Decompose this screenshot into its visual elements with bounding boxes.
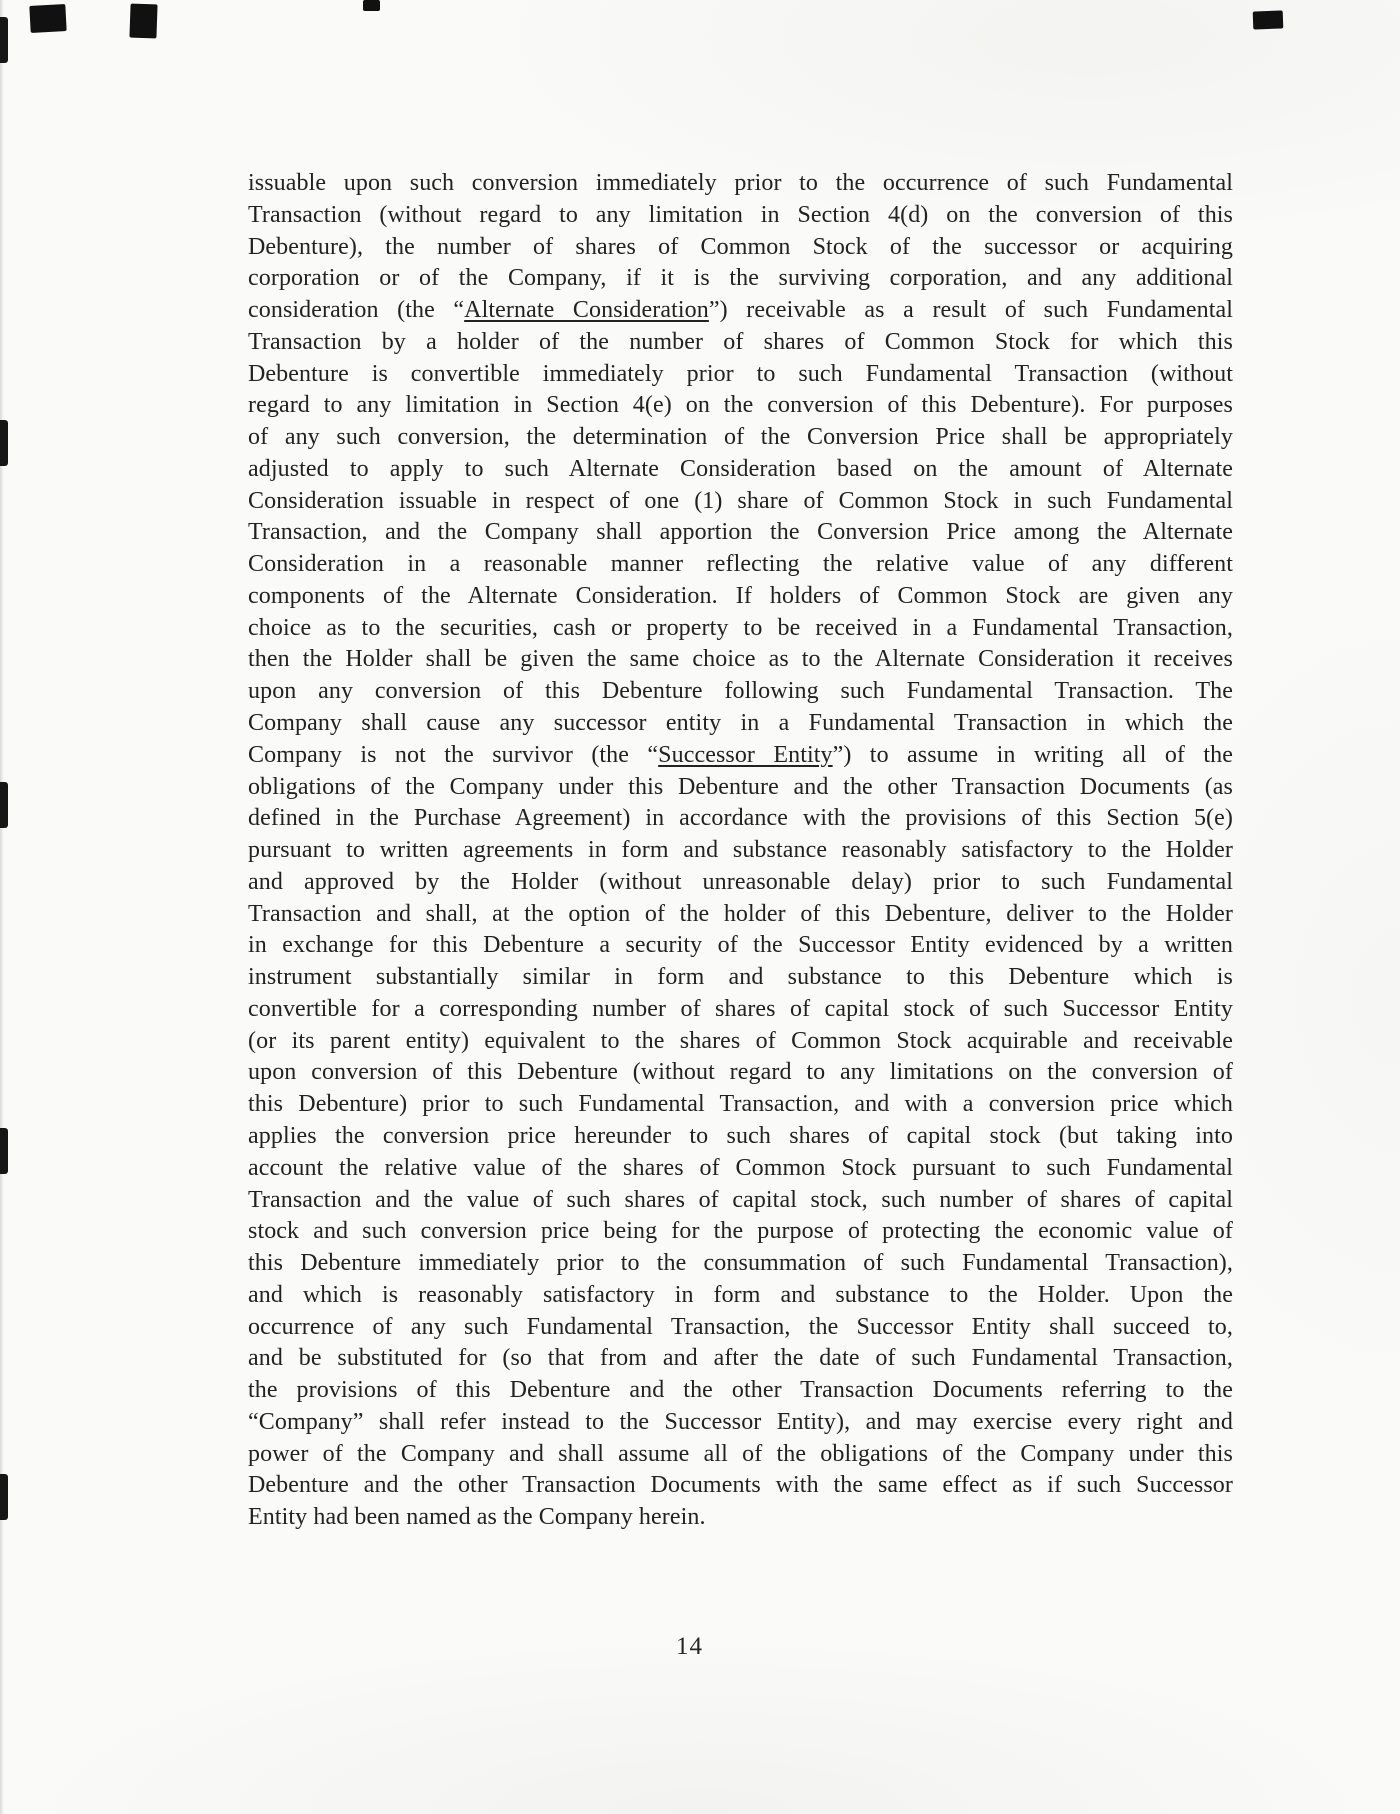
document-body-text (248, 168, 1233, 1534)
text-line: adjusted to apply to such Alternate Consideration based on the amount of Alternate (248, 455, 1233, 482)
text-line: then the Holder shall be given the same choice as to the Alternate Consideration it receives (248, 646, 1233, 673)
text-line: Consideration in a reasonable manner reflecting the relative value of any different (248, 551, 1233, 578)
scan-artifact-left-2 (0, 420, 8, 466)
scan-artifact-top-3 (363, 0, 380, 11)
text-line: (or its parent entity) equivalent to the shares of Common Stock acquirable and receivable (248, 1027, 1233, 1054)
text-line: and be substituted for (so that from and after the date of such Fundamental Transaction, (248, 1345, 1233, 1372)
text-line: power of the Company and shall assume all of the obligations of the Company under this (248, 1440, 1233, 1467)
text-line: applies the conversion price hereunder to such shares of capital stock (but taking into (248, 1122, 1233, 1149)
text-line: obligations of the Company under this Debenture and the other Transaction Documents (as (248, 773, 1233, 800)
text-line: stock and such conversion price being for the purpose of protecting the economic value of (248, 1218, 1233, 1245)
scan-artifact-left-3 (0, 782, 8, 828)
scan-artifact-left-5 (0, 1474, 8, 1520)
text-line: Consideration issuable in respect of one (1) share of Common Stock in such Fundamental (248, 487, 1233, 514)
page-number: 14 (676, 1633, 703, 1660)
text-line: upon conversion of this Debenture (without regard to any limitations on the conversion of (248, 1059, 1233, 1086)
text-line: Debenture), the number of shares of Common Stock of the successor or acquiring (248, 233, 1233, 260)
text-line: this Debenture immediately prior to the consummation of such Fundamental Transaction), (248, 1250, 1233, 1277)
text-line: instrument substantially similar in form and substance to this Debenture which is (248, 964, 1233, 991)
text-line: and which is reasonably satisfactory in form and substance to the Holder. Upon the (248, 1281, 1233, 1308)
text-line: Transaction, and the Company shall apportion the Conversion Price among the Alternate (248, 519, 1233, 546)
text-line: “Company” shall refer instead to the Successor Entity), and may exercise every right and (248, 1408, 1233, 1435)
text-line: occurrence of any such Fundamental Transaction, the Successor Entity shall succeed to, (248, 1313, 1233, 1340)
text-line: Company shall cause any successor entity in a Fundamental Transaction in which the (248, 710, 1233, 737)
text-line: components of the Alternate Consideration. If holders of Common Stock are given any (248, 582, 1233, 609)
text-line: Transaction (without regard to any limitation in Section 4(d) on the conversion of this (248, 201, 1233, 228)
scan-artifact-top-1 (29, 4, 66, 33)
text-line: convertible for a corresponding number of shares of capital stock of such Successor Entity (248, 995, 1233, 1022)
scan-artifact-left-4 (0, 1128, 8, 1174)
text-segment: consideration (the “ (248, 297, 465, 324)
text-line: Debenture is convertible immediately prior to such Fundamental Transaction (without (248, 360, 1233, 387)
text-line: corporation or of the Company, if it is the surviving corporation, and any additional (248, 265, 1233, 292)
scan-artifact-left-1 (0, 17, 8, 63)
text-line: Transaction by a holder of the number of shares of Common Stock for which this (248, 328, 1233, 355)
text-line: Transaction and the value of such shares of capital stock, such number of shares of capital (248, 1186, 1233, 1213)
text-line: regard to any limitation in Section 4(e) on the conversion of this Debenture). For purposes (248, 392, 1233, 419)
text-line: Debenture and the other Transaction Documents with the same effect as if such Successor (248, 1472, 1233, 1499)
text-segment: Company is not the survivor (the “ (248, 741, 659, 768)
scan-artifact-top-4 (1253, 10, 1284, 29)
scan-left-edge-shadow (0, 0, 4, 1814)
text-segment: ”) receivable as a result of such Fundamental (708, 297, 1234, 324)
text-line (248, 295, 1233, 327)
defined-term-underlined: Successor Entity (658, 741, 833, 768)
scan-artifact-top-2 (129, 4, 157, 39)
text-segment: ”) to assume in writing all of the (832, 741, 1233, 768)
text-line: upon any conversion of this Debenture following such Fundamental Transaction. The (248, 678, 1233, 705)
text-line: in exchange for this Debenture a security of the Successor Entity evidenced by a written (248, 932, 1233, 959)
text-line: of any such conversion, the determination of the Conversion Price shall be appropriately (248, 424, 1233, 451)
text-line: this Debenture) prior to such Fundamental Transaction, and with a conversion price which (248, 1091, 1233, 1118)
text-line: Entity had been named as the Company herein. (248, 1504, 706, 1531)
text-line: Transaction and shall, at the option of the holder of this Debenture, deliver to the Holder (248, 900, 1233, 927)
text-line: defined in the Purchase Agreement) in accordance with the provisions of this Section 5(e) (248, 805, 1233, 832)
text-line: issuable upon such conversion immediately prior to the occurrence of such Fundamental (248, 170, 1233, 196)
text-line: account the relative value of the shares of Common Stock pursuant to such Fundamental (248, 1154, 1233, 1181)
text-line: and approved by the Holder (without unreasonable delay) prior to such Fundamental (248, 868, 1233, 895)
text-line: pursuant to written agreements in form and substance reasonably satisfactory to the Holder (248, 837, 1233, 864)
text-line (248, 740, 1233, 772)
defined-term-underlined: Alternate Consideration (464, 297, 709, 324)
text-line: choice as to the securities, cash or property to be received in a Fundamental Transaction, (248, 614, 1233, 641)
text-line: the provisions of this Debenture and the other Transaction Documents referring to the (248, 1377, 1233, 1404)
